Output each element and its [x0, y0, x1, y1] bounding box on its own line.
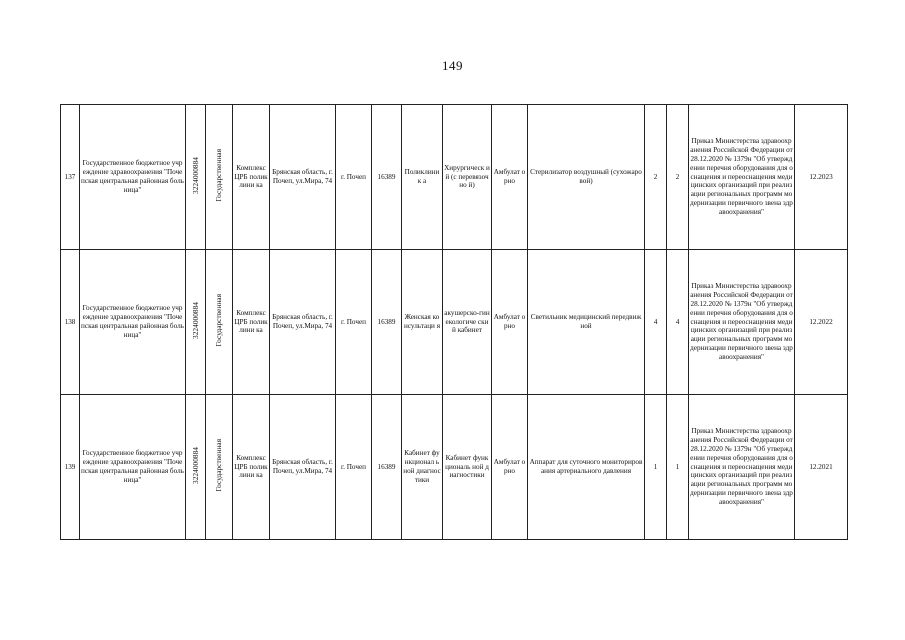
legal-order: Приказ Министерства здравоохранения Российской Федерации от 28.12.2020 № 1379н "Об утверждении перечня оборудования для оснащения и переоснащения медицинских организаций при реализации региональных программ модернизации первичного звена здравоохранения"	[689, 395, 795, 540]
quantity-planned: 1	[645, 395, 667, 540]
address: Брянская область, г. Почеп, ул.Мира, 74	[270, 250, 336, 395]
delivery-date: 12.2021	[795, 395, 848, 540]
equipment-name: Стерилизатор воздушный (сухожаровой)	[528, 105, 645, 250]
cabinet-name: Хирургическ ий (с перевязочно й)	[443, 105, 492, 250]
ownership-cell	[206, 250, 233, 395]
inn-cell	[186, 395, 206, 540]
ownership-value: Государственная	[214, 149, 224, 202]
unit-name: Поликлиник а	[402, 105, 443, 250]
quantity-total: 1	[667, 395, 689, 540]
delivery-date: 12.2023	[795, 105, 848, 250]
equipment-table	[60, 104, 848, 540]
care-type: Амбулат орно	[492, 105, 528, 250]
ownership-cell	[206, 105, 233, 250]
table-row	[61, 105, 848, 250]
quantity-total: 2	[667, 105, 689, 250]
legal-order: Приказ Министерства здравоохранения Российской Федерации от 28.12.2020 № 1379н "Об утверждении перечня оборудования для оснащения и переоснащения медицинских организаций при реализации региональных программ модернизации первичного звена здравоохранения"	[689, 250, 795, 395]
cabinet-name: акушерско-гинекологиче ский кабинет	[443, 250, 492, 395]
inn-value: 3224000884	[190, 302, 200, 340]
equipment-name: Аппарат для суточного мониторирования артериального давления	[528, 395, 645, 540]
address: Брянская область, г. Почеп, ул.Мира, 74	[270, 395, 336, 540]
table-row	[61, 250, 848, 395]
organization-name: Государственное бюджетное учреждение здравоохранения "Почепская центральная районная больница"	[80, 105, 186, 250]
code: 16389	[372, 105, 402, 250]
unit-name: Женская консультаци я	[402, 250, 443, 395]
ownership-cell	[206, 395, 233, 540]
organization-name: Государственное бюджетное учреждение здравоохранения "Почепская центральная районная больница"	[80, 395, 186, 540]
city: г. Почеп	[336, 250, 372, 395]
ownership-value: Государственная	[214, 439, 224, 492]
complex-name: Комплекс ЦРБ поликлини ка	[233, 105, 270, 250]
inn-value: 3224000884	[190, 447, 200, 485]
code: 16389	[372, 250, 402, 395]
table-row	[61, 395, 848, 540]
organization-name: Государственное бюджетное учреждение здравоохранения "Почепская центральная районная больница"	[80, 250, 186, 395]
care-type: Амбулат орно	[492, 395, 528, 540]
city: г. Почеп	[336, 395, 372, 540]
equipment-name: Светильник медицинский передвижной	[528, 250, 645, 395]
row-number: 137	[61, 105, 80, 250]
inn-cell	[186, 250, 206, 395]
complex-name: Комплекс ЦРБ поликлини ка	[233, 395, 270, 540]
quantity-total: 4	[667, 250, 689, 395]
city: г. Почеп	[336, 105, 372, 250]
code: 16389	[372, 395, 402, 540]
care-type: Амбулат орно	[492, 250, 528, 395]
quantity-planned: 2	[645, 105, 667, 250]
cabinet-name: Кабинет функциональ ной диагностики	[443, 395, 492, 540]
address: Брянская область, г. Почеп, ул.Мира, 74	[270, 105, 336, 250]
quantity-planned: 4	[645, 250, 667, 395]
row-number: 138	[61, 250, 80, 395]
delivery-date: 12.2022	[795, 250, 848, 395]
ownership-value: Государственная	[214, 294, 224, 347]
legal-order: Приказ Министерства здравоохранения Российской Федерации от 28.12.2020 № 1379н "Об утверждении перечня оборудования для оснащения и переоснащения медицинских организаций при реализации региональных программ модернизации первичного звена здравоохранения"	[689, 105, 795, 250]
unit-name: Кабинет функционал ьной диагностики	[402, 395, 443, 540]
page-number: 149	[442, 58, 463, 73]
inn-cell	[186, 105, 206, 250]
inn-value: 3224000884	[190, 157, 200, 195]
complex-name: Комплекс ЦРБ поликлини ка	[233, 250, 270, 395]
row-number: 139	[61, 395, 80, 540]
